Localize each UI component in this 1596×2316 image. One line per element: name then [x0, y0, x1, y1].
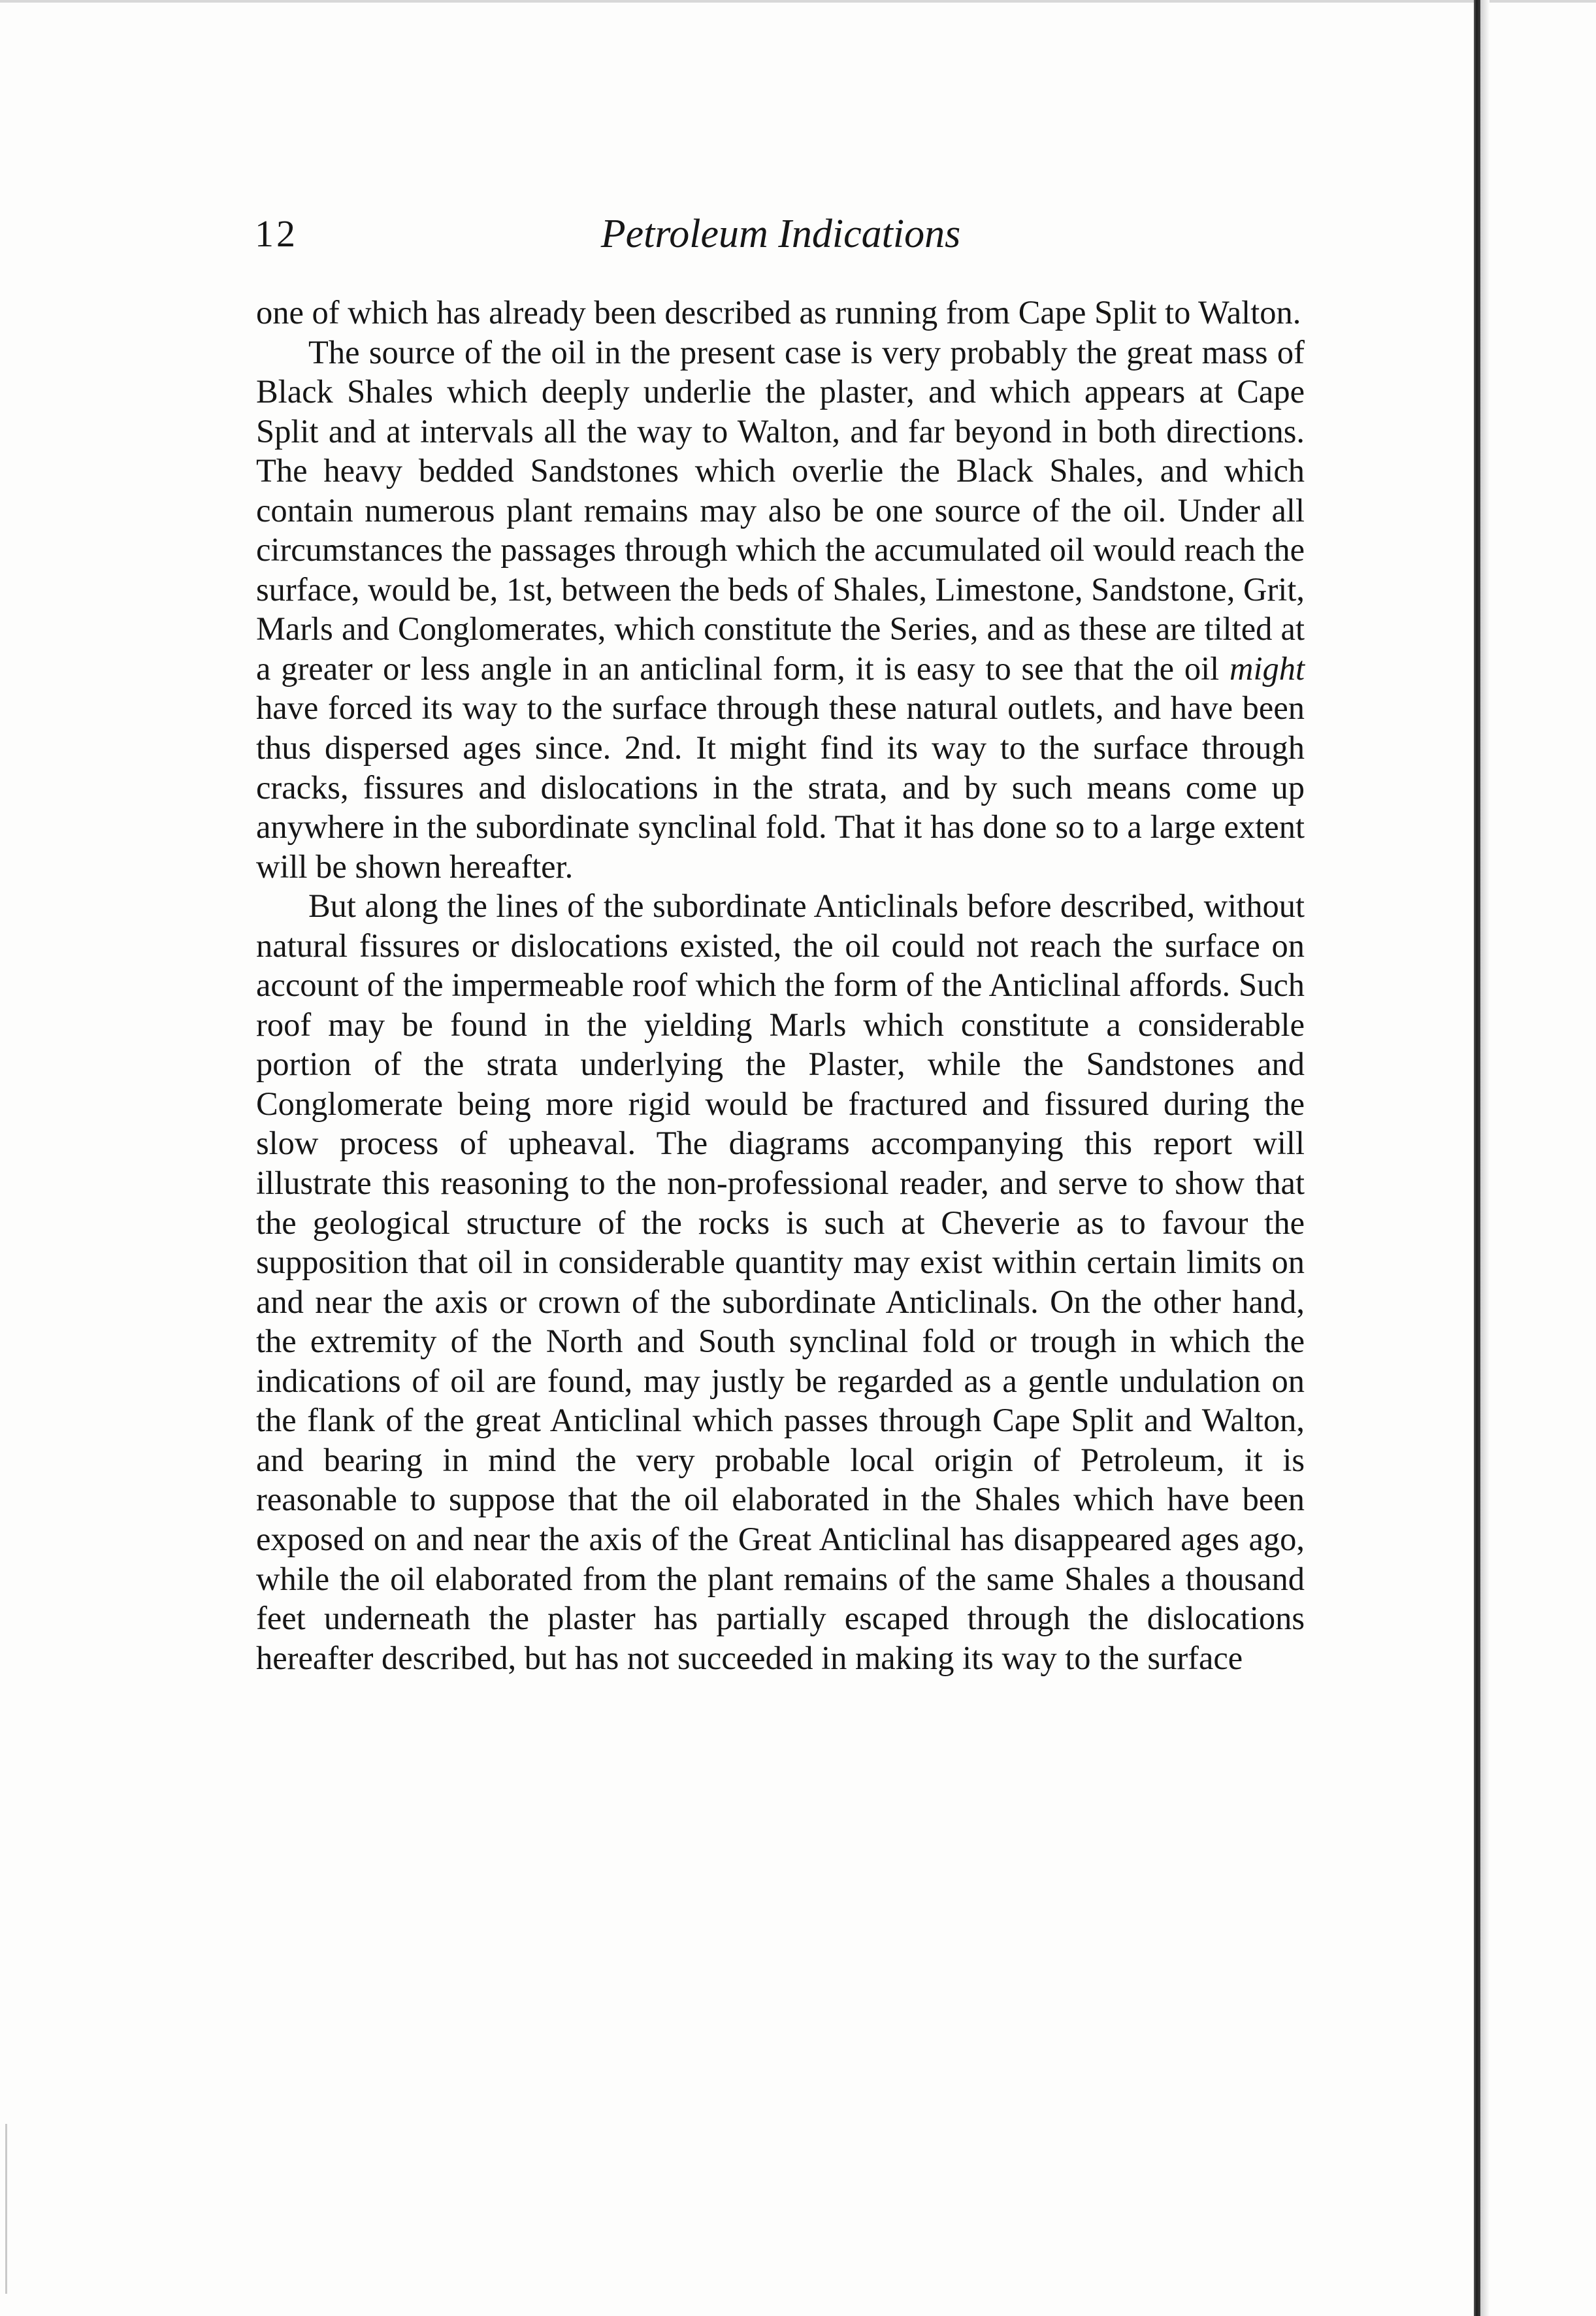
scan-left-edge — [5, 2124, 7, 2294]
paragraph-oil-source — [256, 333, 1305, 887]
emphasis-text: might — [1229, 650, 1305, 687]
paragraph-text: The source of the oil in the present case is very probably the great mass of Black Shales which deeply underlie the plaster, and which appears at Cape Split and at intervals all the way to Walton, and far beyond in both directions. The heavy bedded Sandstones which overlie the Black Shales, and which contain numerous plant remains may also be one source of the oil. Under all circumstances the passages through which the accumulated oil would reach the surface, would be, 1st, between the beds of Shales, Limestone, Sandstone, Grit, Marls and Conglomerates, which constitute the Series, and as these are tilted at a greater or less angle in an anticlinal form, it is easy to see that the oil — [256, 333, 1305, 687]
page-header — [255, 208, 1307, 260]
scan-top-edge — [0, 0, 1596, 3]
book-binding-edge — [1474, 0, 1480, 2316]
paragraph-text: have forced its way to the surface through these natural outlets, and have been thus dispersed ages since. 2nd. It might find its way to the surface through cracks, fissures and dislocations in the strata, and by such means come up anywhere in the subordinate synclinal fold. That it has done so to a large extent will be shown hereafter. — [256, 689, 1305, 885]
running-title: Petroleum Indications — [600, 212, 961, 256]
paragraph-anticlinals: But along the lines of the subordinate Anticlinals before described, without natural fissures or dislocations existed, the oil could not reach the surface on account of the impermeable roof which the form of the Anticlinal affords. Such roof may be found in the yielding Marls which constitute a considerable portion of the strata underlying the Plaster, while the Sandstones and Conglomerate being more rigid would be fractured and fissured during the slow process of upheaval. The diagrams accompanying this report will illustrate this reasoning to the non-professional reader, and serve to show that the geological structure of the rocks is such at Cheverie as to favour the supposition that oil in considerable quantity may exist within certain limits on and near the axis or crown of the subordinate Anticlinals. On the other hand, the extremity of the North and South synclinal fold or trough in which the indications of oil are found, may justly be regarded as a gentle undulation on the flank of the great Anticlinal which passes through Cape Split and Walton, and bearing in mind the very probable local origin of Petroleum, it is reasonable to suppose that the oil elaborated in the Shales which have been exposed on and near the axis of the Great Anticlinal has disappeared ages ago, while the oil elaborated from the plant remains of the same Shales a thousand feet underneath the plaster has partially escaped through the dislocations hereafter described, but has not succeeded in making its way to the surface — [256, 887, 1305, 1676]
body-text — [256, 293, 1305, 1678]
page-number: 12 — [255, 212, 298, 255]
paragraph-continuation: one of which has already been described as running from Cape Split to Walton. — [256, 294, 1301, 331]
binding-shadow — [1480, 0, 1490, 2316]
